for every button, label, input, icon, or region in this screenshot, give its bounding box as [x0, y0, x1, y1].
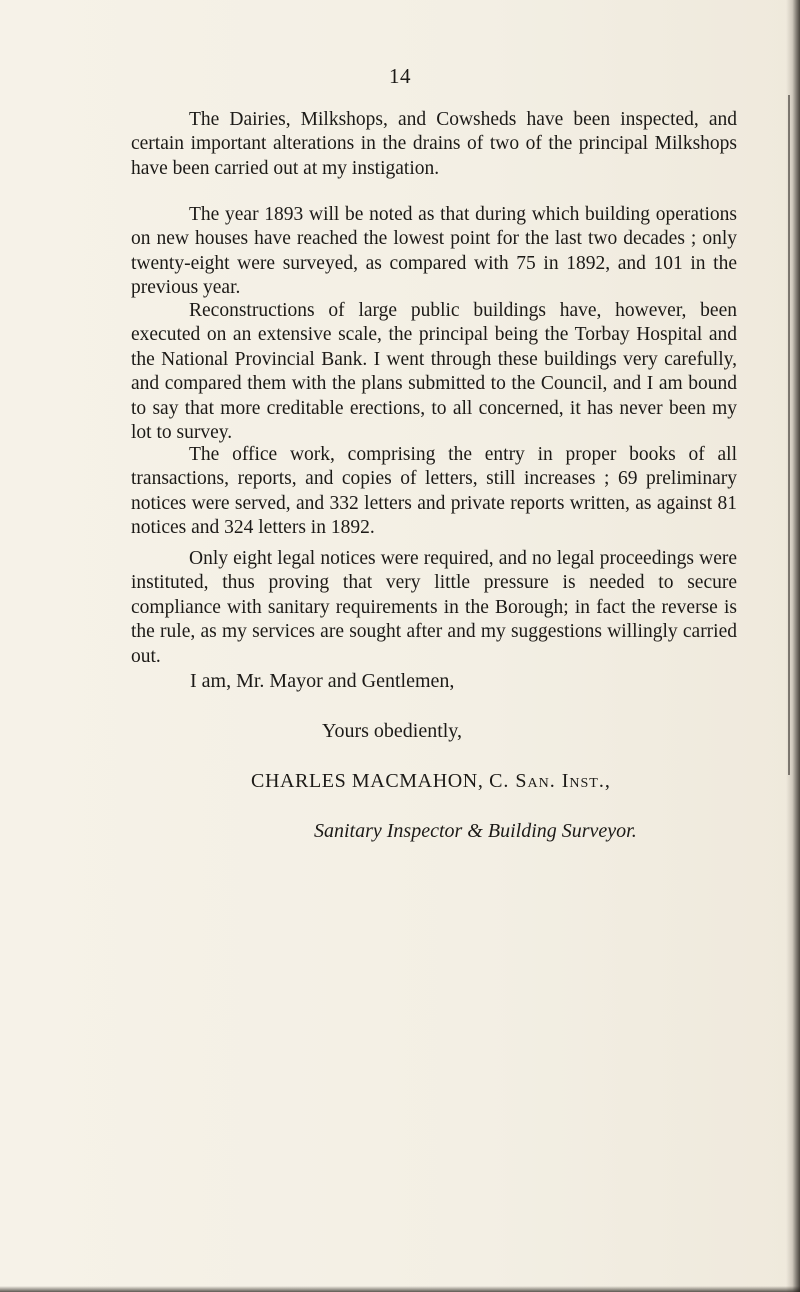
paragraph-reconstructions: Reconstructions of large public buildings have, however, been executed on an extensive scale, the principal being the Torbay Hospital and the National Provincial Bank. I went through these buildings very carefully, and compared them with the plans submitted to the Council, and I am bound to say that more creditable erections, to all concerned, it has never been my lot to survey.: [131, 299, 737, 443]
paragraph-dairies: The Dairies, Milkshops, and Cowsheds have been inspected, and certain important alterations in the drains of two of the principal Milkshops have been carried out at my instigation.: [131, 108, 737, 179]
page-bottom-edge: [0, 1286, 800, 1292]
letter-valediction: Yours obediently,: [322, 720, 463, 742]
page-number: 14: [389, 64, 411, 88]
binding-edge-line: [788, 95, 790, 775]
letter-salutation: I am, Mr. Mayor and Gentlemen,: [190, 670, 455, 692]
signatory-role: Sanitary Inspector & Building Surveyor.: [314, 820, 637, 842]
signature-line: [251, 770, 611, 793]
paragraph-building-operations: The year 1893 will be noted as that during which building operations on new houses have reached the lowest point for the last two decades ; only twenty-eight were surveyed, as compared with 75 in 1892, and 101 in the previous year.: [131, 203, 737, 298]
signature-name: CHARLES MACMAHON,: [251, 770, 484, 792]
signature-title: C. San. Inst.,: [489, 770, 611, 792]
paragraph-legal-notices: Only eight legal notices were required, and no legal proceedings were instituted, thus proving that very little pressure is needed to secure compliance with sanitary requirements in the Borough; in fact the reverse is the rule, as my services are sought after and my suggestions willingly carried out.: [131, 547, 737, 667]
paragraph-office-work: The office work, comprising the entry in proper books of all transactions, reports, and copies of letters, still increases ; 69 preliminary notices were served, and 332 letters and private reports written, as against 81 notices and 324 letters in 1892.: [131, 443, 737, 538]
